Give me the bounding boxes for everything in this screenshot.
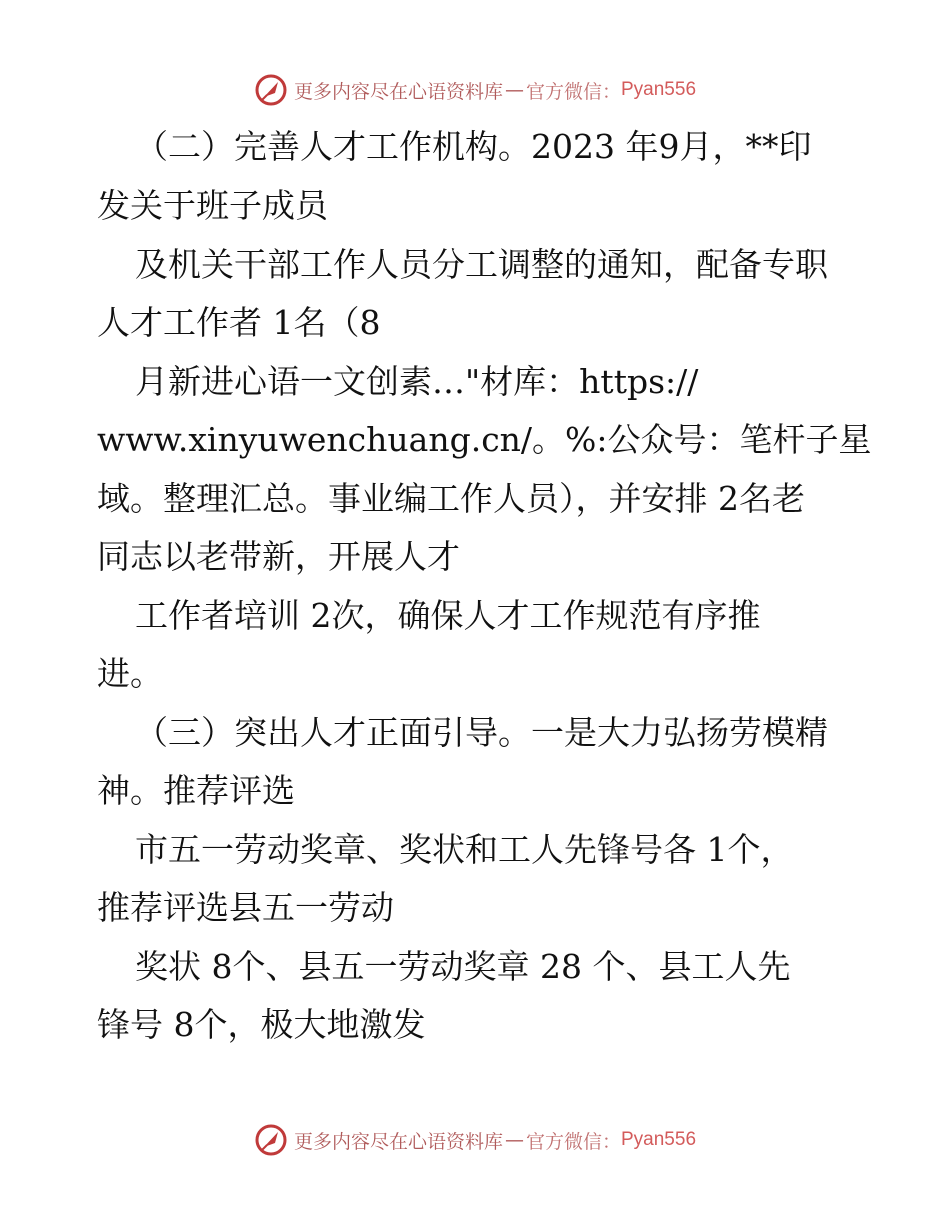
text-line: 工作者培训 2次，确保人才工作规范有序推 (135, 596, 761, 635)
banner-text: 更多内容尽在心语资料库 (293, 1130, 503, 1153)
quill-logo-icon (254, 73, 288, 107)
text-line: 进。 (97, 654, 163, 693)
text-line: www.xinyuwenchuang.cn/。%:公众号：笔杆子星 (97, 420, 872, 459)
header-watermark-banner (0, 70, 950, 110)
text-line: 同志以老带新，开展人才 (97, 537, 460, 576)
banner-account: Pyan556 (621, 1129, 697, 1150)
text-line: （三）突出人才正面引导。一是大力弘扬劳模精 (135, 713, 828, 752)
banner-text: 更多内容尽在心语资料库 (293, 80, 503, 103)
banner-separator: — (504, 1129, 524, 1151)
text-line: 神。推荐评选 (97, 771, 295, 810)
quill-logo-icon (254, 1123, 288, 1157)
banner-wechat-label: 官方微信： (525, 80, 621, 103)
text-line: （二）完善人才工作机构。2023 年9月，**印 (135, 127, 812, 166)
text-line: 发关于班子成员 (97, 186, 328, 225)
banner-account: Pyan556 (621, 79, 697, 100)
text-line: 锋号 8个，极大地激发 (97, 1005, 426, 1044)
text-line: 推荐评选县五一劳动 (97, 888, 394, 927)
text-line: 域。整理汇总。事业编工作人员），并安排 2名老 (97, 479, 805, 518)
banner-separator: — (504, 79, 524, 101)
text-line: 及机关干部工作人员分工调整的通知，配备专职 (135, 245, 828, 284)
banner-wechat-label: 官方微信： (525, 1130, 621, 1153)
text-line: 奖状 8个、县五一劳动奖章 28 个、县工人先 (135, 947, 791, 986)
footer-watermark-banner (0, 1120, 950, 1160)
text-line: 市五一劳动奖章、奖状和工人先锋号各 1个， (135, 830, 794, 869)
text-line: 月新进心语一文创素…"材库：https:// (135, 362, 699, 401)
text-line: 人才工作者 1名（8 (97, 303, 381, 342)
